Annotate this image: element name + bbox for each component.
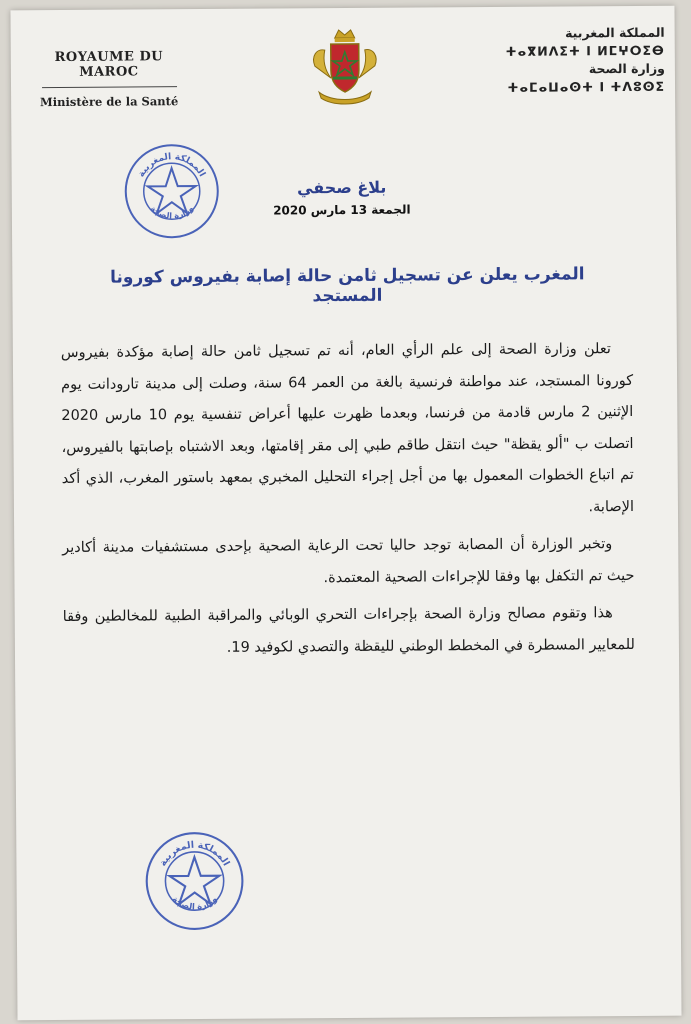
press-release-heading xyxy=(192,177,492,218)
french-header xyxy=(29,49,189,109)
paragraph-3: هذا وتقوم مصالح وزارة الصحة بإجراءات التحري الوبائي والمراقبة الطبية للمخالطين وفقا للمعايير المسطرة في المخطط الوطني لليقظة والتصدي لكوفيد 19. xyxy=(62,605,635,656)
stamp-kingdom-text: المملكة المغربية xyxy=(136,152,207,180)
svg-text:وزارة الصحة xyxy=(171,894,220,912)
document-page xyxy=(10,6,681,1021)
document-body xyxy=(61,334,635,671)
ministry-name-tifinagh: ⵜⴰⵎⴰⵡⴰⵙⵜ ⵏ ⵜⴷⵓⵙⵉ xyxy=(507,78,666,95)
header-divider xyxy=(42,86,177,88)
stamp-bottom-kingdom-text: المملكة المغربية xyxy=(157,839,232,869)
kingdom-name-fr: ROYAUME DU MAROC xyxy=(54,49,164,80)
svg-text:وزارة الصحة xyxy=(149,204,196,221)
stamp-ministry-text: وزارة الصحة xyxy=(148,203,196,221)
arabic-tifinagh-header xyxy=(495,24,665,97)
kingdom-name-tifinagh: ⵜⴰⴳⵍⴷⵉⵜ ⵏ ⵍⵎⵖⵔⵉⴱ xyxy=(505,42,665,59)
ministry-name-fr: Ministère de la Santé xyxy=(39,94,179,110)
ministry-stamp-bottom-icon xyxy=(142,829,247,934)
kingdom-name-ar: المملكة المغربية xyxy=(564,24,665,41)
moroccan-coat-of-arms-icon xyxy=(309,26,382,109)
release-date: الجمعة 13 مارس 2020 xyxy=(273,202,411,218)
ministry-name-ar: وزارة الصحة xyxy=(588,60,665,77)
paragraph-1: تعلن وزارة الصحة إلى علم الرأي العام، أنه تم تسجيل ثامن حالة إصابة مؤكدة بفيروس كورونا المستجد، عند مواطنة فرنسية بالغة من العمر 64 سنة، وصلت إلى مدينة تارودانت يوم الإثنين 2 مارس قادمة من فرنسا، وبعدما ظهرت عليها أعراض تنفسية يوم 10 مارس 2020 اتصلت ب "ألو يقظة" حيث انتقل طاقم طبي إلى مقر إقامتها، وبعد الاشتباه بإصابتها بالفيروس، تم اتباع الخطوات المعمول بها من أجل إجراء التحليل المخبري بمعهد باستور المغرب، الذي أكد الإصابة. xyxy=(60,341,635,515)
document-title: المغرب يعلن عن تسجيل ثامن حالة إصابة بفيروس كورونا المستجد xyxy=(110,264,585,307)
press-release-label: بلاغ صحفي xyxy=(296,177,387,198)
svg-text:المملكة المغربية xyxy=(157,839,231,868)
stamp-bottom-ministry-text: وزارة الصحة xyxy=(170,893,219,912)
paragraph-2: وتخبر الوزارة أن المصابة توجد حاليا تحت الرعاية الصحية بإحدى مستشفيات مدينة أكادير حيث تم التكفل بها وفقا للإجراءات الصحية المعتمدة. xyxy=(62,536,635,586)
